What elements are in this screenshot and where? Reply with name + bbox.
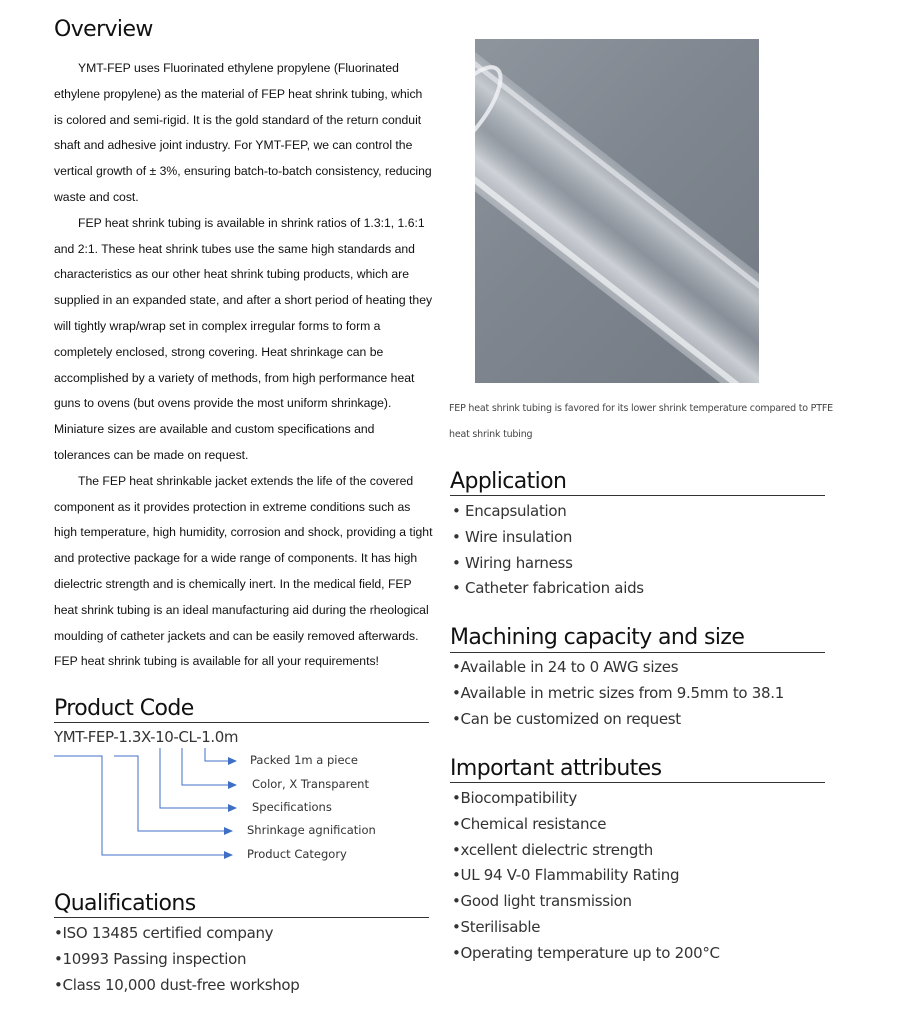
code-connector-spec	[160, 748, 236, 808]
code-label-packed: Packed 1m a piece	[250, 753, 358, 767]
list-item: •Available in 24 to 0 AWG sizes	[452, 658, 679, 676]
overview-paragraph: YMT-FEP uses Fluorinated ethylene propylene (Fluorinated ethylene propylene) as the material of FEP heat shrink tubing, which is colored and semi-rigid. It is the gold standard of the return conduit shaft and adhesive joint industry. For YMT-FEP, we can control the vertical growth of ± 3%, ensuring batch-to-batch consistency, reducing waste and cost.	[54, 61, 432, 204]
photo-caption: FEP heat shrink tubing is favored for its lower shrink temperature compared to PTFE heat shrink tubing	[449, 403, 833, 440]
product-code-value: YMT-FEP-1.3X-10-CL-1.0m	[54, 728, 239, 746]
list-item: • Catheter fabrication aids	[452, 579, 644, 598]
list-item: •10993 Passing inspection	[54, 949, 247, 968]
list-item: •Class 10,000 dust-free workshop	[54, 975, 300, 994]
list-item: •ISO 13485 certified company	[54, 924, 274, 942]
list-item: • Wire insulation	[452, 527, 573, 546]
code-label-spec: Specifications	[252, 800, 332, 814]
machining-title: Machining capacity and size	[450, 625, 745, 650]
code-connector-category	[54, 756, 232, 855]
product-code-title: Product Code	[54, 696, 194, 721]
code-label-shrink: Shrinkage agnification	[247, 823, 376, 837]
code-label-color: Color, X Transparent	[252, 777, 369, 791]
code-connector-color	[182, 748, 236, 785]
list-item: •Available in metric sizes from 9.5mm to 38.1	[452, 683, 784, 702]
application-title: Application	[450, 469, 567, 494]
list-item: •xcellent dielectric strength	[452, 840, 653, 859]
list-item: •Good light transmission	[452, 892, 632, 911]
overview-title: Overview	[54, 17, 153, 42]
overview-paragraph: FEP heat shrink tubing is available in shrink ratios of 1.3:1, 1.6:1 and 2:1. These heat shrink tubes use the same high standards and characteristics as our other heat shrink tubing products, which are supplied in an expanded state, and after a short period of heating they will tightly wrap/wrap set in complex irregular forms to form a completely enclosed, strong covering. Heat shrinkage can be accomplished by a variety of methods, from high performance heat guns to ovens (but ovens provide the most uniform shrinkage). Miniature sizes are available and custom specifications and tolerances can be made on request.	[54, 215, 433, 462]
list-item: •Sterilisable	[452, 917, 541, 936]
code-label-category: Product Category	[247, 847, 347, 861]
attributes-divider	[450, 782, 825, 783]
application-list	[452, 499, 644, 602]
qualifications-list	[54, 921, 300, 998]
attributes-title: Important attributes	[450, 756, 662, 781]
list-item: •UL 94 V-0 Flammability Rating	[452, 866, 680, 885]
list-item: •Can be customized on request	[452, 709, 681, 728]
code-connector-shrink	[114, 756, 232, 831]
list-item: • Encapsulation	[452, 502, 567, 520]
list-item: •Chemical resistance	[452, 814, 607, 833]
list-item: • Wiring harness	[452, 553, 573, 572]
machining-divider	[450, 652, 825, 653]
overview-paragraph: The FEP heat shrinkable jacket extends the life of the covered component as it provides protection in extreme conditions such as high temperature, high humidity, corrosion and shock, providing a tight and protective package for a wide range of components. It has high dielectric strength and is chemically inert. In the medical field, FEP heat shrink tubing is an ideal manufacturing aid during the rheological moulding of catheter jackets and can be easily removed afterwards. FEP heat shrink tubing is available for all your requirements!	[54, 473, 433, 669]
list-item: •Biocompatibility	[452, 789, 577, 807]
code-connector-packed	[205, 748, 236, 761]
machining-list	[452, 655, 784, 732]
application-divider	[450, 495, 825, 496]
qualifications-divider	[54, 917, 429, 918]
qualifications-title: Qualifications	[54, 891, 196, 916]
fep-tubing-photo	[475, 39, 759, 383]
list-item: •Operating temperature up to 200°C	[452, 943, 720, 962]
attributes-list	[452, 786, 720, 967]
